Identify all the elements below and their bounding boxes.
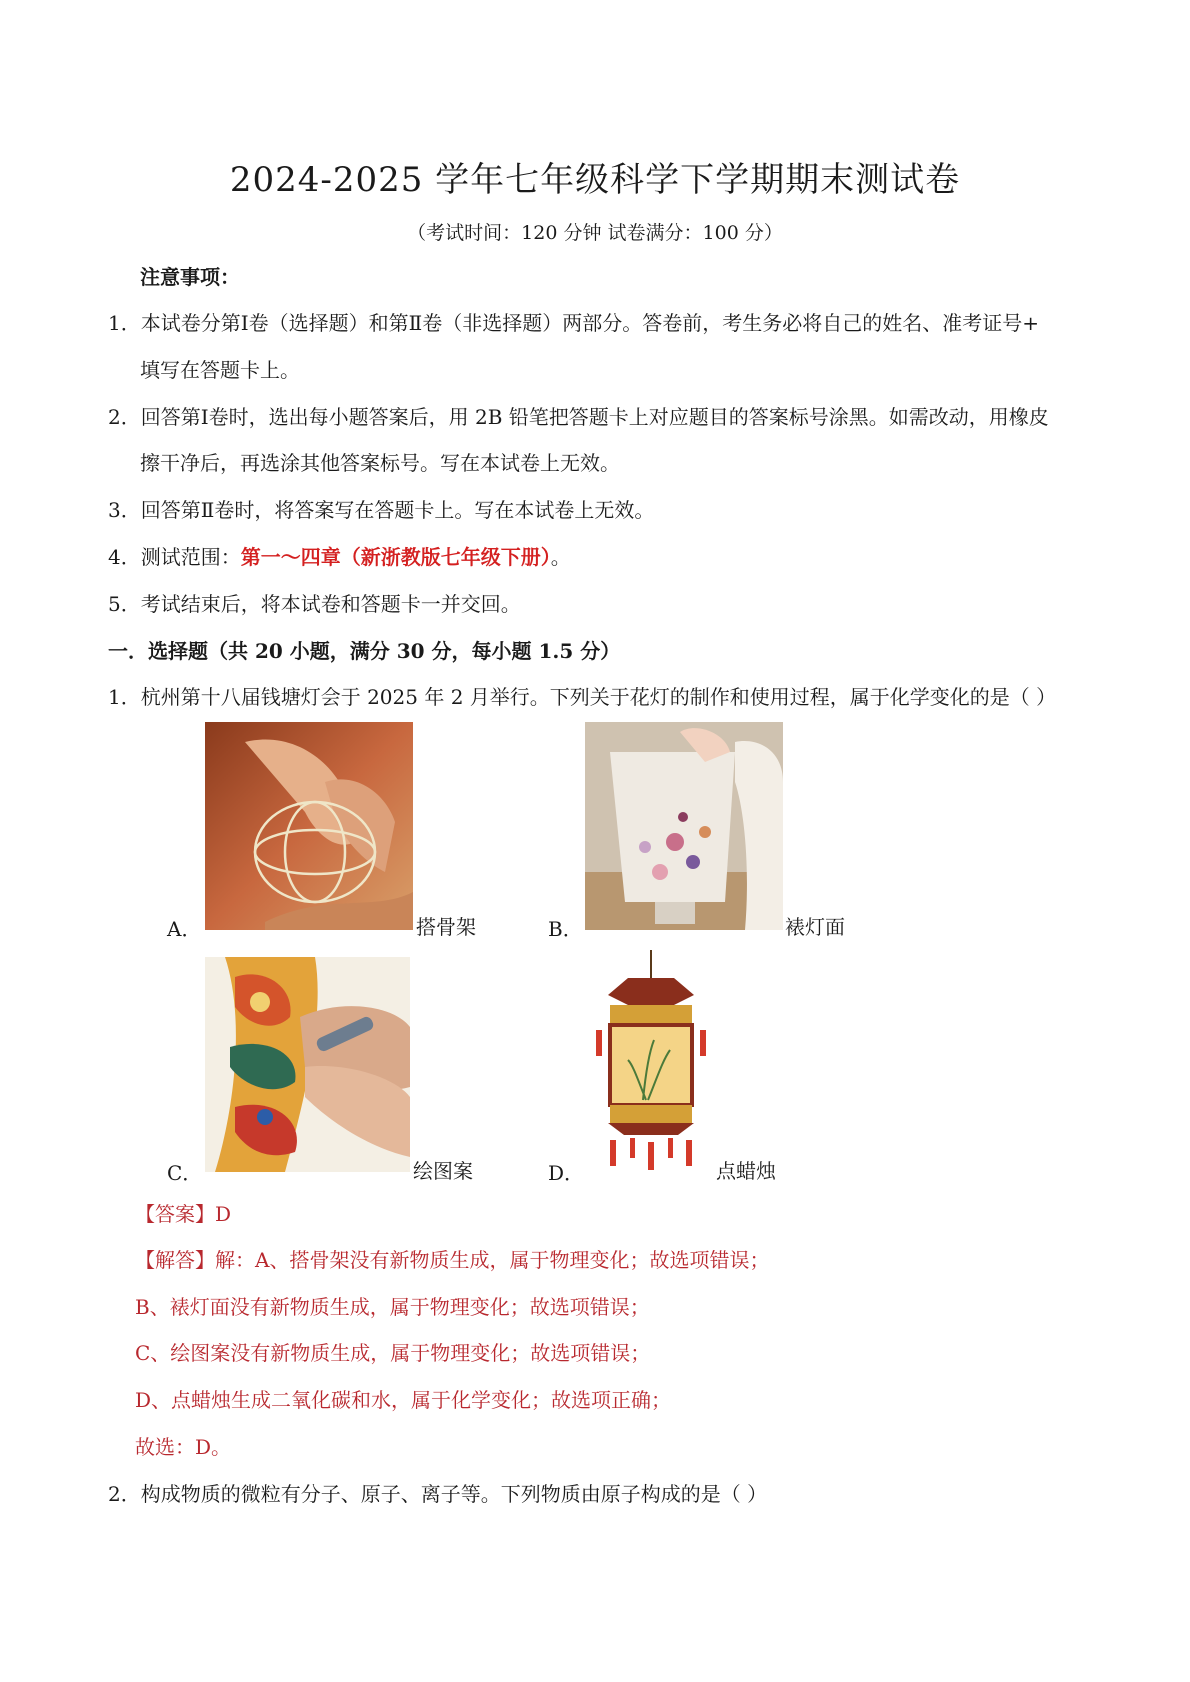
notice-item-2-cont: 擦干净后，再选涂其他答案标号。写在本试卷上无效。 <box>140 451 620 475</box>
exam-info: （考试时间：120 分钟 试卷满分：100 分） <box>407 222 783 244</box>
question-1-stem: 1．杭州第十八届钱塘灯会于 2025 年 2 月举行。下列关于花灯的制作和使用过程，属于化学变化的是（ ） <box>108 685 1057 709</box>
test-scope: 第一～四章（新浙教版七年级下册） <box>240 545 551 569</box>
option-a-label: A． <box>167 917 202 941</box>
notice-item-4 <box>108 544 571 570</box>
notice-heading: 注意事项： <box>140 265 240 289</box>
hexagonal-lantern-photo <box>588 950 714 1172</box>
notice-item-5: 5．考试结束后，将本试卷和答题卡一并交回。 <box>108 592 521 616</box>
notice-item-2: 2．回答第Ⅰ卷时，选出每小题答案后，用 2B 铅笔把答题卡上对应题目的答案标号涂黑。如需改动，用橡皮 <box>108 405 1049 429</box>
hands-tying-frame-photo <box>205 722 413 930</box>
notice-item-3: 3．回答第Ⅱ卷时，将答案写在答题卡上。写在本试卷上无效。 <box>108 498 655 522</box>
explanation-line-3: C、绘图案没有新物质生成，属于物理变化；故选项错误； <box>135 1341 651 1365</box>
page-title: 2024-2025 学年七年级科学下学期期末测试卷 <box>229 160 961 200</box>
notice-item-4-suffix: 。 <box>550 545 571 569</box>
answer-line: 【答案】D <box>135 1202 232 1226</box>
explanation-line-1 <box>135 1247 769 1273</box>
explanation-text-1: 解：A、搭骨架没有新物质生成，属于物理变化；故选项错误； <box>215 1248 770 1272</box>
question-2-stem: 2．构成物质的微粒有分子、原子、离子等。下列物质由原子构成的是（ ） <box>108 1482 768 1506</box>
explanation-line-2: B、裱灯面没有新物质生成，属于物理变化；故选项错误； <box>135 1295 650 1319</box>
explanation-label: 【解答】 <box>135 1248 215 1272</box>
option-b-label: B． <box>548 917 583 941</box>
notice-item-4-prefix: 4．测试范围： <box>108 545 241 569</box>
option-c-caption: 绘图案 <box>413 1159 473 1183</box>
option-d-caption: 点蜡烛 <box>716 1159 776 1183</box>
explanation-line-5: 故选：D。 <box>135 1435 232 1459</box>
option-b-caption: 裱灯面 <box>785 915 845 939</box>
option-d-label: D． <box>548 1161 585 1185</box>
notice-item-1: 1．本试卷分第Ⅰ卷（选择题）和第Ⅱ卷（非选择题）两部分。答卷前，考生务必将自己的姓名、准考证号+ <box>108 311 1039 335</box>
lantern-shade-photo <box>585 722 783 930</box>
notice-item-1-cont: 填写在答题卡上。 <box>140 358 300 382</box>
explanation-line-4: D、点蜡烛生成二氧化碳和水，属于化学变化；故选项正确； <box>135 1388 672 1412</box>
option-a-caption: 搭骨架 <box>416 915 476 939</box>
section-heading: 一．选择题（共 20 小题，满分 30 分，每小题 1.5 分） <box>108 639 621 663</box>
option-c-label: C． <box>167 1161 203 1185</box>
painting-pattern-photo <box>205 957 410 1172</box>
